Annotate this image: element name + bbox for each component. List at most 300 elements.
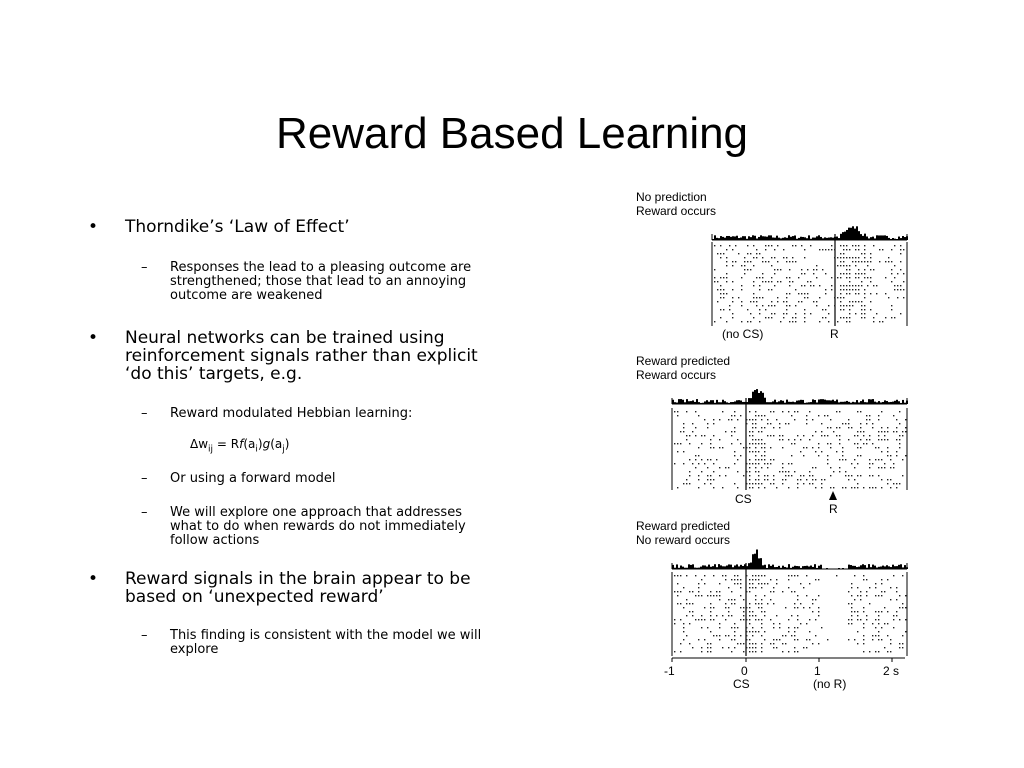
panel1-raster <box>712 226 908 326</box>
spike-dot <box>839 467 840 468</box>
sub-bullet-marker: – <box>141 260 148 275</box>
spike-dot <box>771 277 772 278</box>
spike-dot <box>861 273 862 274</box>
spike-dot <box>740 635 741 636</box>
spike-dot <box>827 455 828 456</box>
spike-dot <box>704 435 705 436</box>
histogram-bin <box>884 235 886 240</box>
spike-dot <box>701 471 702 472</box>
axis-tick-label: 2 s <box>883 664 900 678</box>
spike-dot <box>875 627 876 628</box>
spike-dot <box>689 623 690 624</box>
spike-dot <box>719 635 720 636</box>
spike-dot <box>881 451 882 452</box>
spike-dot <box>819 285 820 286</box>
histogram-bin <box>824 237 826 240</box>
spike-dot <box>674 651 675 652</box>
spike-dot <box>899 411 900 412</box>
spike-dot <box>698 463 699 464</box>
bullet-text: Thorndike’s ‘Law of Effect’ <box>125 217 350 237</box>
histogram-bin <box>682 400 684 404</box>
spike-dot <box>761 415 762 416</box>
spike-dot <box>786 293 787 294</box>
spike-dot <box>732 249 733 250</box>
spike-dot <box>815 599 816 600</box>
histogram-bin <box>870 567 872 569</box>
spike-dot <box>773 627 774 628</box>
spike-dot <box>752 631 753 632</box>
spike-dot <box>680 619 681 620</box>
spike-dot <box>740 455 741 456</box>
spike-dot <box>815 487 816 488</box>
spike-dot <box>905 419 906 420</box>
spike-dot <box>861 305 862 306</box>
spike-dot <box>737 583 738 584</box>
spike-dot <box>732 261 733 262</box>
spike-dot <box>767 463 768 464</box>
spike-dot <box>719 475 720 476</box>
spike-dot <box>704 583 705 584</box>
spike-dot <box>779 627 780 628</box>
spike-dot <box>821 435 822 436</box>
spike-dot <box>732 317 733 318</box>
spike-dot <box>747 269 748 270</box>
spike-dot <box>896 451 897 452</box>
spike-dot <box>773 639 774 640</box>
histogram-bin <box>854 566 856 569</box>
spike-dot <box>749 411 750 412</box>
spike-dot <box>804 317 805 318</box>
spike-dot <box>816 269 817 270</box>
spike-dot <box>686 599 687 600</box>
spike-dot <box>764 427 765 428</box>
histogram-bin <box>712 400 714 404</box>
spike-dot <box>881 411 882 412</box>
spike-dot <box>737 627 738 628</box>
spike-dot <box>692 423 693 424</box>
spike-dot <box>767 583 768 584</box>
histogram-bin <box>798 238 800 240</box>
histogram-bin <box>726 566 728 569</box>
spike-dot <box>731 443 732 444</box>
spike-dot <box>902 575 903 576</box>
spike-dot <box>860 455 861 456</box>
histogram-bin <box>800 400 802 404</box>
spike-dot <box>797 639 798 640</box>
spike-dot <box>798 301 799 302</box>
spike-dot <box>737 439 738 440</box>
spike-dot <box>786 261 787 262</box>
spike-dot <box>849 269 850 270</box>
spike-dot <box>683 607 684 608</box>
spike-dot <box>858 257 859 258</box>
spike-dot <box>803 435 804 436</box>
spike-dot <box>764 479 765 480</box>
spike-dot <box>707 467 708 468</box>
spike-dot <box>789 277 790 278</box>
spike-dot <box>864 249 865 250</box>
spike-dot <box>857 631 858 632</box>
spike-dot <box>686 615 687 616</box>
spike-dot <box>857 487 858 488</box>
spike-dot <box>723 297 724 298</box>
spike-dot <box>752 451 753 452</box>
spike-dot <box>713 479 714 480</box>
histogram-bin <box>818 235 820 240</box>
histogram-bin <box>806 566 808 569</box>
spike-dot <box>786 257 787 258</box>
spike-dot <box>797 619 798 620</box>
spike-dot <box>713 487 714 488</box>
spike-dot <box>852 285 853 286</box>
spike-dot <box>900 289 901 290</box>
spike-dot <box>723 293 724 294</box>
histogram-bin <box>810 402 812 404</box>
spike-dot <box>803 607 804 608</box>
spike-dot <box>749 463 750 464</box>
axis-tick-label: 0 <box>741 664 748 678</box>
spike-dot <box>767 435 768 436</box>
spike-dot <box>815 479 816 480</box>
spike-dot <box>759 313 760 314</box>
spike-dot <box>783 313 784 314</box>
spike-dot <box>809 439 810 440</box>
spike-dot <box>797 595 798 596</box>
histogram-bin <box>804 403 806 404</box>
spike-dot <box>774 249 775 250</box>
spike-dot <box>749 483 750 484</box>
histogram-bin <box>836 400 838 404</box>
spike-dot <box>767 419 768 420</box>
histogram-bin <box>842 232 844 240</box>
spike-dot <box>710 607 711 608</box>
spike-dot <box>809 631 810 632</box>
spike-dot <box>713 635 714 636</box>
spike-dot <box>818 643 819 644</box>
spike-dot <box>779 623 780 624</box>
spike-dot <box>896 431 897 432</box>
spike-dot <box>782 591 783 592</box>
spike-dot <box>714 269 715 270</box>
spike-dot <box>890 639 891 640</box>
histogram-bin <box>722 400 724 404</box>
spike-dot <box>731 639 732 640</box>
spike-dot <box>843 257 844 258</box>
spike-dot <box>882 321 883 322</box>
histogram-bin <box>892 565 894 569</box>
spike-dot <box>774 305 775 306</box>
spike-dot <box>689 591 690 592</box>
spike-dot <box>749 459 750 460</box>
spike-dot <box>864 273 865 274</box>
spike-dot <box>758 463 759 464</box>
spike-dot <box>725 431 726 432</box>
histogram-bin <box>760 391 762 404</box>
spike-dot <box>758 603 759 604</box>
spike-dot <box>692 591 693 592</box>
spike-dot <box>698 619 699 620</box>
spike-dot <box>749 487 750 488</box>
spike-dot <box>761 483 762 484</box>
spike-dot <box>723 253 724 254</box>
histogram-bin <box>738 400 740 404</box>
spike-dot <box>755 483 756 484</box>
spike-dot <box>710 615 711 616</box>
histogram-bin <box>732 236 734 240</box>
spike-dot <box>743 651 744 652</box>
histogram-bin <box>858 402 860 404</box>
histogram-bin <box>794 566 796 569</box>
histogram-bin <box>868 238 870 240</box>
spike-dot <box>713 575 714 576</box>
spike-dot <box>809 471 810 472</box>
spike-dot <box>674 575 675 576</box>
spike-dot <box>767 467 768 468</box>
spike-dot <box>786 305 787 306</box>
spike-dot <box>788 587 789 588</box>
spike-dot <box>897 289 898 290</box>
spike-dot <box>860 591 861 592</box>
spike-dot <box>746 631 747 632</box>
spike-dot <box>863 575 864 576</box>
spike-dot <box>777 269 778 270</box>
spike-dot <box>755 467 756 468</box>
spike-dot <box>846 245 847 246</box>
spike-dot <box>707 459 708 460</box>
spike-dot <box>846 321 847 322</box>
histogram-bin <box>848 565 850 569</box>
spike-dot <box>822 269 823 270</box>
spike-dot <box>864 317 865 318</box>
spike-dot <box>771 245 772 246</box>
histogram-bin <box>826 568 828 569</box>
spike-dot <box>680 591 681 592</box>
histogram-bin <box>764 398 766 404</box>
spike-dot <box>885 317 886 318</box>
spike-dot <box>677 595 678 596</box>
spike-dot <box>744 257 745 258</box>
spike-dot <box>791 415 792 416</box>
histogram-bin <box>800 237 802 240</box>
spike-dot <box>899 443 900 444</box>
spike-dot <box>734 579 735 580</box>
spike-dot <box>878 635 879 636</box>
spike-dot <box>821 479 822 480</box>
spike-dot <box>791 591 792 592</box>
spike-dot <box>719 591 720 592</box>
spike-dot <box>818 595 819 596</box>
spike-dot <box>740 583 741 584</box>
spike-dot <box>743 607 744 608</box>
spike-dot <box>737 575 738 576</box>
spike-dot <box>896 439 897 440</box>
spike-dot <box>830 467 831 468</box>
spike-dot <box>674 443 675 444</box>
spike-dot <box>734 575 735 576</box>
histogram-bin <box>838 568 840 569</box>
spike-dot <box>842 455 843 456</box>
spike-dot <box>812 419 813 420</box>
spike-dot <box>881 439 882 440</box>
spike-dot <box>746 423 747 424</box>
spike-dot <box>885 261 886 262</box>
spike-dot <box>683 451 684 452</box>
spike-dot <box>875 611 876 612</box>
spike-dot <box>899 439 900 440</box>
spike-dot <box>726 265 727 266</box>
spike-dot <box>776 647 777 648</box>
spike-dot <box>849 313 850 314</box>
spike-dot <box>773 623 774 624</box>
spike-dot <box>896 427 897 428</box>
spike-dot <box>866 415 867 416</box>
spike-dot <box>759 297 760 298</box>
histogram-bin <box>696 399 698 404</box>
spike-dot <box>794 471 795 472</box>
spike-dot <box>872 427 873 428</box>
spike-dot <box>849 265 850 266</box>
bullet-marker: • <box>88 569 99 589</box>
histogram-bin <box>754 390 756 404</box>
spike-dot <box>905 619 906 620</box>
spike-dot <box>866 443 867 444</box>
spike-dot <box>854 611 855 612</box>
spike-dot <box>870 309 871 310</box>
spike-dot <box>840 277 841 278</box>
histogram-bin <box>682 567 684 569</box>
spike-dot <box>836 575 837 576</box>
spike-dot <box>713 463 714 464</box>
spike-dot <box>731 419 732 420</box>
spike-dot <box>686 411 687 412</box>
spike-dot <box>881 583 882 584</box>
raster-plots <box>620 182 920 702</box>
spike-dot <box>801 273 802 274</box>
spike-dot <box>842 451 843 452</box>
spike-dot <box>870 277 871 278</box>
spike-dot <box>870 257 871 258</box>
histogram-bin <box>786 400 788 404</box>
histogram-bin <box>862 236 864 240</box>
spike-dot <box>794 635 795 636</box>
histogram-bin <box>810 566 812 569</box>
spike-dot <box>830 487 831 488</box>
spike-dot <box>749 623 750 624</box>
spike-dot <box>888 297 889 298</box>
spike-dot <box>809 483 810 484</box>
spike-dot <box>903 289 904 290</box>
spike-dot <box>746 483 747 484</box>
histogram-bin <box>762 236 764 240</box>
spike-dot <box>779 423 780 424</box>
spike-dot <box>797 607 798 608</box>
spike-dot <box>867 285 868 286</box>
histogram-bin <box>792 567 794 569</box>
spike-dot <box>794 419 795 420</box>
histogram-bin <box>826 400 828 404</box>
spike-dot <box>761 627 762 628</box>
spike-dot <box>854 487 855 488</box>
spike-dot <box>794 651 795 652</box>
spike-dot <box>758 579 759 580</box>
spike-dot <box>743 475 744 476</box>
spike-dot <box>818 579 819 580</box>
histogram-bin <box>882 566 884 569</box>
histogram-bin <box>802 566 804 569</box>
spike-dot <box>843 317 844 318</box>
spike-dot <box>725 603 726 604</box>
spike-dot <box>890 487 891 488</box>
histogram-bin <box>768 564 770 569</box>
histogram-bin <box>874 402 876 404</box>
histogram-bin <box>852 566 854 569</box>
spike-dot <box>740 443 741 444</box>
spike-dot <box>795 289 796 290</box>
histogram-bin <box>736 236 738 240</box>
spike-dot <box>689 643 690 644</box>
histogram-bin <box>892 402 894 404</box>
histogram-bin <box>726 402 728 404</box>
spike-dot <box>899 483 900 484</box>
histogram-bin <box>778 566 780 569</box>
spike-dot <box>750 321 751 322</box>
spike-dot <box>717 281 718 282</box>
histogram-bin <box>774 238 776 240</box>
spike-dot <box>800 583 801 584</box>
spike-dot <box>713 447 714 448</box>
spike-dot <box>783 317 784 318</box>
spike-dot <box>732 265 733 266</box>
spike-dot <box>771 305 772 306</box>
spike-dot <box>860 439 861 440</box>
histogram-bin <box>876 235 878 240</box>
spike-dot <box>720 253 721 254</box>
spike-dot <box>732 289 733 290</box>
spike-dot <box>755 439 756 440</box>
spike-dot <box>812 603 813 604</box>
spike-dot <box>893 431 894 432</box>
spike-dot <box>866 615 867 616</box>
spike-dot <box>770 463 771 464</box>
spike-dot <box>701 627 702 628</box>
histogram-bin <box>806 238 808 240</box>
spike-dot <box>749 647 750 648</box>
spike-dot <box>777 301 778 302</box>
spike-dot <box>755 415 756 416</box>
spike-dot <box>854 459 855 460</box>
spike-dot <box>863 635 864 636</box>
spike-dot <box>863 487 864 488</box>
spike-dot <box>827 443 828 444</box>
spike-dot <box>743 619 744 620</box>
spike-dot <box>800 439 801 440</box>
spike-dot <box>867 265 868 266</box>
spike-dot <box>855 257 856 258</box>
spike-dot <box>680 431 681 432</box>
spike-dot <box>701 651 702 652</box>
spike-dot <box>734 647 735 648</box>
histogram-bin <box>714 235 716 240</box>
spike-dot <box>707 595 708 596</box>
spike-dot <box>762 261 763 262</box>
spike-dot <box>755 615 756 616</box>
spike-dot <box>695 455 696 456</box>
spike-dot <box>896 599 897 600</box>
histogram-bin <box>872 237 874 240</box>
spike-dot <box>755 575 756 576</box>
spike-dot <box>686 575 687 576</box>
histogram-bin <box>904 403 906 404</box>
